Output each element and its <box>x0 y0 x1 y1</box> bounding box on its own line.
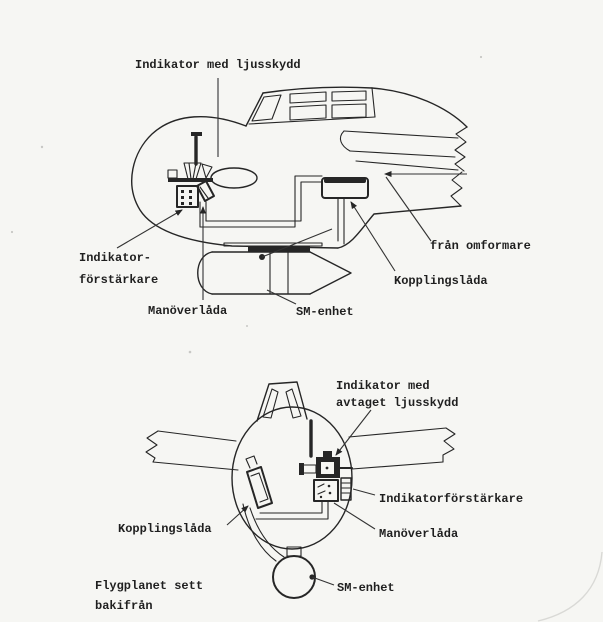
canopy-rear-post <box>372 88 375 117</box>
pylon-block <box>248 246 310 252</box>
label-junction-box-rear: Kopplingslåda <box>118 522 212 536</box>
sm-unit-rear <box>273 547 315 598</box>
caption-line1: Flygplanet sett <box>95 579 204 593</box>
label-sm-unit: SM-enhet <box>296 305 354 319</box>
left-wing <box>146 431 238 470</box>
label-amplifier-rear: Indikatorförstärkare <box>379 492 524 506</box>
control-box-rear <box>314 480 338 501</box>
label-control-box-rear: Manöverlåda <box>379 527 459 541</box>
junction-box-cable <box>338 198 344 244</box>
caption-line2: bakifrån <box>95 599 153 613</box>
label-sm-unit-rear: SM-enhet <box>337 581 395 595</box>
right-wing <box>349 428 455 469</box>
label-indicator-amplifier-line1: Indikator- <box>79 251 152 265</box>
indicator-body <box>211 168 257 188</box>
junction-box <box>322 178 368 198</box>
sm-pod <box>198 229 351 294</box>
label-indicator-amplifier-line2: förstärkare <box>79 273 159 287</box>
leader-indicator-amplifier <box>117 210 182 248</box>
leader-indicator-rear <box>336 410 371 455</box>
indicator-cluster <box>168 132 257 207</box>
canopy-sill <box>249 117 375 124</box>
label-from-converter: från omformare <box>430 239 531 253</box>
fuselage-top-aft <box>372 88 467 127</box>
canopy-window-panes <box>252 91 366 121</box>
control-box-tilted <box>197 181 214 201</box>
break-zigzag-upper <box>455 127 467 171</box>
side-view-labels <box>79 58 531 319</box>
rear-view-drawing <box>95 379 523 613</box>
indicator-rear <box>299 451 352 478</box>
label-indicator-rear-line2: avtaget ljusskydd <box>336 396 459 410</box>
leader-amplifier-rear <box>353 489 375 495</box>
label-indicator-rear-line1: Indikator med <box>336 379 430 393</box>
amplifier-connector-dots <box>181 190 192 205</box>
wing-root-bands <box>340 131 458 170</box>
indicator-amplifier-box <box>177 186 198 207</box>
scan-artifacts <box>11 56 602 621</box>
shield-side-piece <box>202 164 212 178</box>
label-indicator-with-shield: Indikator med ljusskydd <box>135 58 301 72</box>
pod-tail-cone <box>310 252 351 294</box>
junction-box-rear <box>246 456 272 508</box>
antenna-cap <box>191 132 202 136</box>
light-shield-funnel <box>184 163 201 179</box>
rear-view-labels <box>95 379 523 613</box>
side-view-drawing <box>79 58 531 319</box>
pylon-plate <box>224 243 322 246</box>
mount-bracket <box>168 170 177 178</box>
label-junction-box: Kopplingslåda <box>394 274 488 288</box>
label-control-box: Manöverlåda <box>148 304 228 318</box>
pod-nose-cap <box>198 252 212 294</box>
leader-control-box-rear <box>334 503 375 529</box>
break-zigzag-lower <box>451 172 462 206</box>
leader-sm-unit <box>267 290 296 304</box>
indicator-side-pipe <box>303 465 316 473</box>
cable-duct <box>200 176 322 227</box>
cable-run-rear <box>256 501 328 519</box>
